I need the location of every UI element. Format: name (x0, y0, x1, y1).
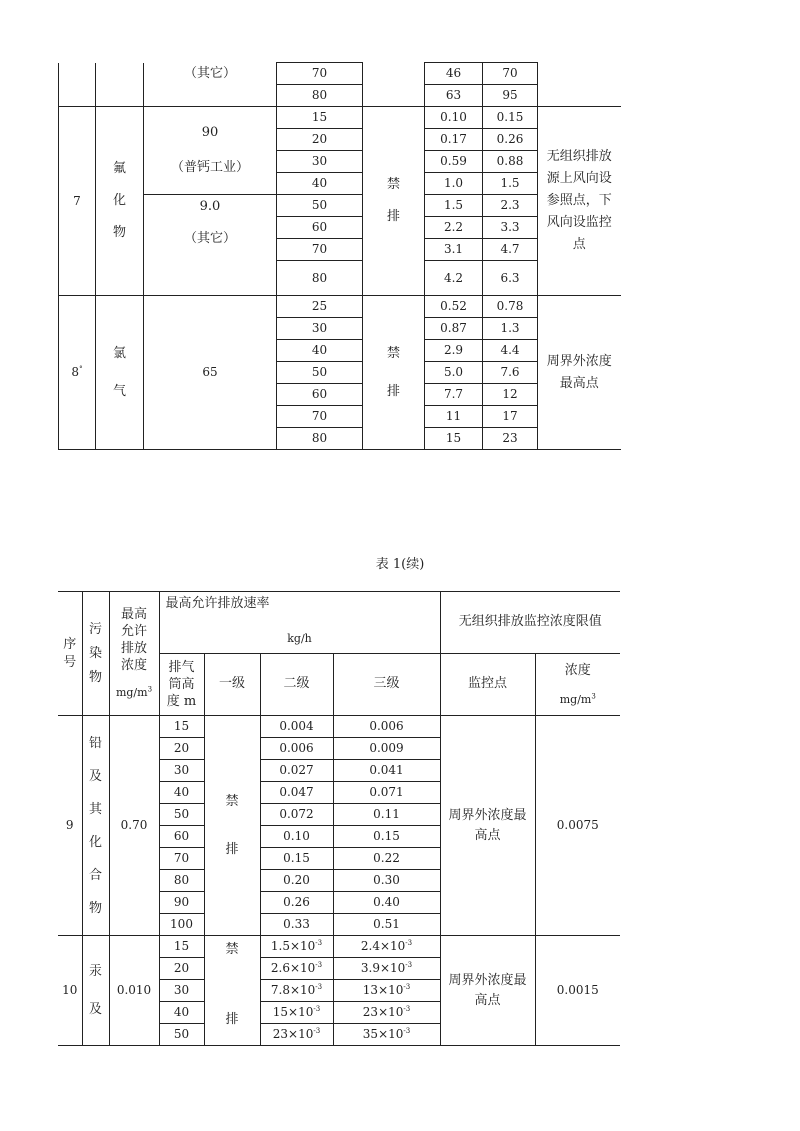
grade2-value: 0.20 (260, 870, 333, 892)
stack-height: 80 (277, 261, 363, 296)
stack-height: 80 (277, 85, 363, 107)
grade2-mantissa: 7.8×10 (270, 983, 316, 997)
grade3-exponent: -3 (405, 961, 413, 969)
grade3-value: 6.3 (483, 261, 538, 296)
grade2-value: 0.26 (260, 892, 333, 914)
stack-height: 70 (277, 406, 363, 428)
monitor-point: 周界外浓度最高点 (538, 296, 621, 450)
stack-height: 40 (159, 1002, 204, 1024)
header-monitor-point: 监控点 (440, 654, 535, 716)
pollutant-name: 氟 化 物 (96, 107, 144, 296)
grade3-value: 0.22 (333, 848, 440, 870)
grade3-value: 0.071 (333, 782, 440, 804)
emission-table-bottom (58, 591, 620, 1046)
seq-no: 10 (58, 936, 82, 1046)
grade3-mantissa: 23×10 (362, 1005, 404, 1019)
grade3-value: 0.11 (333, 804, 440, 826)
grade2-value: 0.59 (425, 151, 483, 173)
stack-height: 30 (159, 760, 204, 782)
header-conc-unit-text: mg/m (559, 692, 592, 706)
grade3-value (333, 936, 440, 958)
grade2-value: 0.072 (260, 804, 333, 826)
header-max-conc-unit (110, 684, 159, 701)
max-conc-a-value: 90 (201, 125, 219, 141)
grade1-prohibited (204, 936, 260, 1046)
grade2-exponent: -3 (313, 1027, 321, 1035)
max-conc-b (144, 195, 277, 296)
monitor-point: 周界外浓度最高点 (440, 716, 535, 936)
stack-height: 70 (277, 239, 363, 261)
grade3-value: 95 (483, 85, 538, 107)
cont-seq-cell (59, 63, 96, 107)
stack-height: 90 (159, 892, 204, 914)
grade3-value (333, 1002, 440, 1024)
grade2-value: 1.0 (425, 173, 483, 195)
conc-limit: 0.0015 (535, 936, 620, 1046)
grade2-value: 0.027 (260, 760, 333, 782)
grade3-value: 23 (483, 428, 538, 450)
grade3-exponent: -3 (405, 939, 413, 947)
header-seq: 序 号 (58, 592, 82, 716)
grade2-value (260, 936, 333, 958)
grade1-prohibited-bottom: 排 (225, 1012, 239, 1028)
grade3-mantissa: 13×10 (362, 983, 404, 997)
emission-table-top (58, 62, 621, 450)
stack-height: 25 (277, 296, 363, 318)
grade3-value (333, 1024, 440, 1046)
grade3-value: 0.15 (483, 107, 538, 129)
header-max-conc-unit-exp: 3 (147, 685, 153, 694)
grade2-exponent: -3 (315, 961, 323, 969)
stack-height: 15 (277, 107, 363, 129)
grade3-value: 2.3 (483, 195, 538, 217)
stack-height: 60 (159, 826, 204, 848)
max-conc: 65 (144, 296, 277, 450)
pollutant-name: 氯 气 (96, 296, 144, 450)
grade2-value: 46 (425, 63, 483, 85)
grade3-value: 0.30 (333, 870, 440, 892)
seq-no: 9 (58, 716, 82, 936)
stack-height: 50 (159, 804, 204, 826)
grade2-value (260, 958, 333, 980)
header-max-conc-label: 最高 允许 排放 浓度 (120, 607, 147, 673)
grade2-exponent: -3 (313, 1005, 321, 1013)
grade3-value: 0.51 (333, 914, 440, 936)
stack-height: 40 (159, 782, 204, 804)
grade2-exponent: -3 (315, 939, 323, 947)
grade2-mantissa: 15×10 (272, 1005, 314, 1019)
grade2-mantissa: 2.6×10 (270, 961, 316, 975)
grade2-value: 2.2 (425, 217, 483, 239)
grade3-exponent: -3 (403, 983, 411, 991)
stack-height: 80 (277, 428, 363, 450)
conc-limit: 0.0075 (535, 716, 620, 936)
pollutant-name: 铅 及 其 化 合 物 (82, 716, 109, 936)
cont-name-cell (96, 63, 144, 107)
stack-height: 20 (159, 958, 204, 980)
seq-no (59, 296, 96, 450)
grade3-value: 0.78 (483, 296, 538, 318)
seq-no: 7 (59, 107, 96, 296)
grade2-value: 0.15 (260, 848, 333, 870)
max-conc-b-note: （其它） (183, 231, 236, 247)
max-conc-b-value: 9.0 (199, 199, 221, 214)
grade3-value: 7.6 (483, 362, 538, 384)
stack-height: 70 (159, 848, 204, 870)
grade3-value: 0.041 (333, 760, 440, 782)
grade3-value: 0.15 (333, 826, 440, 848)
grade3-mantissa: 35×10 (362, 1027, 404, 1041)
header-max-conc (109, 592, 159, 716)
monitor-point: 无组织排放源上风向设参照点，下风向设监控点 (538, 107, 621, 296)
grade2-mantissa: 1.5×10 (270, 939, 316, 953)
pollutant-name: 汞 及 (82, 936, 109, 1046)
header-conc (535, 654, 620, 716)
grade3-value (333, 958, 440, 980)
grade2-mantissa: 23×10 (272, 1027, 314, 1041)
grade1-cell (363, 63, 425, 107)
grade2-value: 1.5 (425, 195, 483, 217)
grade2-value: 0.17 (425, 129, 483, 151)
grade3-mantissa: 3.9×10 (360, 961, 406, 975)
stack-height: 30 (277, 318, 363, 340)
grade3-value: 0.88 (483, 151, 538, 173)
grade2-value (260, 1024, 333, 1046)
grade2-value: 0.047 (260, 782, 333, 804)
grade3-value: 17 (483, 406, 538, 428)
max-conc-a-note: （普钙工业） (170, 159, 249, 175)
grade3-value: 0.009 (333, 738, 440, 760)
grade2-value: 0.10 (425, 107, 483, 129)
grade2-value: 3.1 (425, 239, 483, 261)
grade2-value: 2.9 (425, 340, 483, 362)
monitor-point: 周界外浓度最高点 (440, 936, 535, 1046)
grade2-value: 11 (425, 406, 483, 428)
grade2-value: 0.33 (260, 914, 333, 936)
header-grade2: 二级 (260, 654, 333, 716)
grade1-prohibited: 禁 排 (363, 296, 425, 450)
grade2-value: 4.2 (425, 261, 483, 296)
grade1-prohibited-top: 禁 (225, 942, 239, 957)
header-grade1: 一级 (204, 654, 260, 716)
grade2-value: 7.7 (425, 384, 483, 406)
header-max-rate-label: 最高允许排放速率 (165, 596, 270, 611)
header-max-rate (159, 592, 440, 654)
grade3-value: 12 (483, 384, 538, 406)
seq-no-mark: ° (79, 365, 83, 373)
grade2-value: 0.87 (425, 318, 483, 340)
stack-height: 50 (277, 362, 363, 384)
grade3-value: 0.26 (483, 129, 538, 151)
grade2-value (260, 980, 333, 1002)
grade3-value: 0.006 (333, 716, 440, 738)
stack-height: 70 (277, 63, 363, 85)
max-conc: 0.010 (109, 936, 159, 1046)
grade3-value: 3.3 (483, 217, 538, 239)
stack-height: 30 (159, 980, 204, 1002)
grade2-exponent: -3 (315, 983, 323, 991)
grade2-value: 63 (425, 85, 483, 107)
header-stack-height: 排气 筒高 度 m (159, 654, 204, 716)
header-pollutant: 污 染 物 (82, 592, 109, 716)
header-conc-unit-exp: 3 (591, 692, 596, 701)
header-max-rate-unit: kg/h (287, 632, 312, 646)
grade2-value (260, 1002, 333, 1024)
grade3-value: 1.3 (483, 318, 538, 340)
stack-height: 60 (277, 384, 363, 406)
grade2-value: 0.006 (260, 738, 333, 760)
table-caption: 表 1(续) (375, 557, 425, 572)
cont-monitor-cell (538, 63, 621, 107)
grade3-value: 1.5 (483, 173, 538, 195)
stack-height: 100 (159, 914, 204, 936)
stack-height: 60 (277, 217, 363, 239)
stack-height: 50 (277, 195, 363, 217)
cont-conc-note: （其它） (144, 63, 277, 107)
grade1-prohibited: 禁 排 (363, 107, 425, 296)
header-conc-label: 浓度 (564, 662, 591, 678)
max-conc-a (144, 107, 277, 195)
grade3-value: 4.7 (483, 239, 538, 261)
stack-height: 50 (159, 1024, 204, 1046)
grade2-value: 0.004 (260, 716, 333, 738)
seq-no-value: 8 (71, 365, 80, 379)
header-grade3: 三级 (333, 654, 440, 716)
grade2-value: 0.52 (425, 296, 483, 318)
grade3-exponent: -3 (403, 1005, 411, 1013)
max-conc: 0.70 (109, 716, 159, 936)
grade3-mantissa: 2.4×10 (360, 939, 406, 953)
stack-height: 40 (277, 340, 363, 362)
grade2-value: 5.0 (425, 362, 483, 384)
grade3-value: 70 (483, 63, 538, 85)
grade2-value: 15 (425, 428, 483, 450)
grade3-value (333, 980, 440, 1002)
stack-height: 20 (277, 129, 363, 151)
grade3-exponent: -3 (403, 1027, 411, 1035)
grade3-value: 4.4 (483, 340, 538, 362)
stack-height: 15 (159, 716, 204, 738)
grade3-value: 0.40 (333, 892, 440, 914)
stack-height: 20 (159, 738, 204, 760)
stack-height: 15 (159, 936, 204, 958)
stack-height: 40 (277, 173, 363, 195)
stack-height: 30 (277, 151, 363, 173)
stack-height: 80 (159, 870, 204, 892)
header-max-conc-unit-text: mg/m (115, 686, 148, 699)
header-fugitive: 无组织排放监控浓度限值 (440, 592, 620, 654)
grade1-prohibited: 禁 排 (204, 716, 260, 936)
grade2-value: 0.10 (260, 826, 333, 848)
header-conc-unit (536, 693, 621, 707)
